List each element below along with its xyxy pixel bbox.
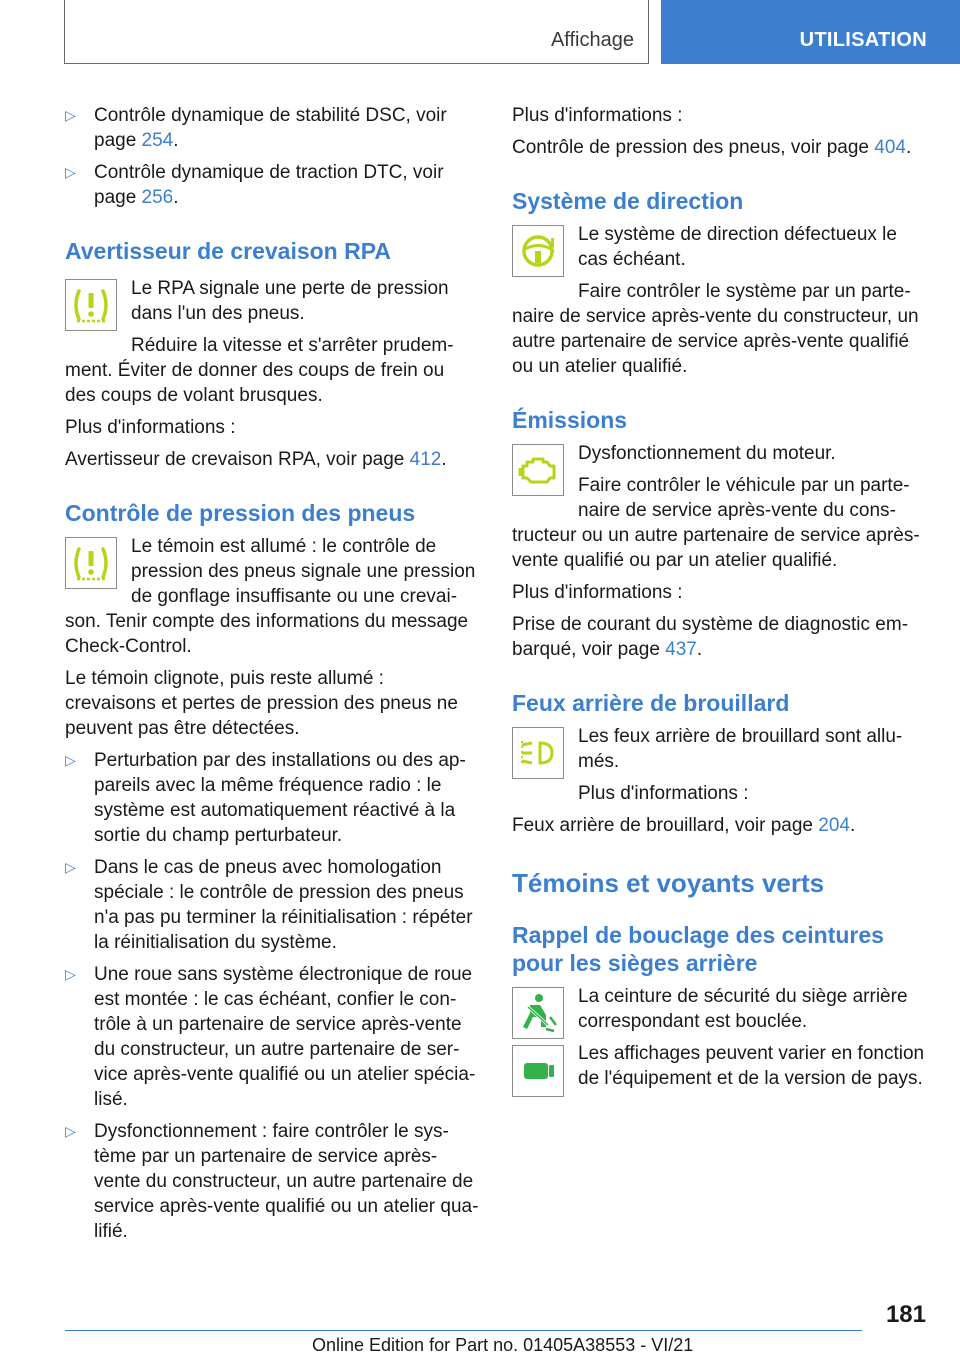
paragraph: Plus d'informations : <box>512 582 683 603</box>
section-title-rpa: Avertisseur de crevaison RPA <box>65 238 391 264</box>
section-title-seatbelt: Rappel de bouclage des ceintures pour les sièges arrière <box>512 922 884 976</box>
section-title-rear-fog: Feux arrière de brouillard <box>512 690 790 716</box>
bullet-triangle-icon: ▷ <box>65 859 76 875</box>
section-title-green-lights: Témoins et voyants verts <box>512 868 825 898</box>
list-item: ▷ Dans le cas de pneus avec homologation spéciale : le contrôle de pression des pneus n'a pas pu terminer la réinitialisation : répéter la réinitialisation du système. <box>65 857 473 953</box>
header-section-tab <box>64 0 649 64</box>
paragraph: Prise de courant du système de diagnostic embarqué, voir page 437. <box>512 614 909 660</box>
page-link[interactable]: 204 <box>818 815 850 836</box>
paragraph: Contrôle de pression des pneus, voir page 404. <box>512 137 912 158</box>
list-item: ▷ Contrôle dynamique de stabilité DSC, voir page 254. <box>65 105 447 151</box>
paragraph: Faire contrôler le véhicule par un partenaire de service après-vente du constructeur ou un autre partenaire de service après-vente qualifié ou par un atelier qualifié. <box>512 475 920 571</box>
paragraph: Le RPA signale une perte de pression dans l'un des pneus. <box>131 278 449 324</box>
paragraph: Le témoin clignote, puis reste allumé : crevaisons et pertes de pression des pneus ne peuvent pas être détectées. <box>65 668 458 739</box>
footer-divider <box>65 1330 862 1331</box>
page-number: 181 <box>885 1301 926 1328</box>
paragraph: Plus d'informations : <box>65 417 236 438</box>
tire-pressure-icon <box>65 537 117 589</box>
header-section-label: Affichage <box>550 29 634 51</box>
list-item: ▷ Dysfonctionnement : faire contrôler le système par un partenaire de service après-vente du constructeur, un autre partenaire de service après-vente qualifié ou un atelier qualifié. <box>65 1121 479 1242</box>
paragraph: Dysfonctionnement du moteur. <box>578 443 836 464</box>
paragraph: Le témoin est allumé : le contrôle de pression des pneus signale une pression de gonflage insuffisante ou une crevaison. Tenir compte des informations du message Check-Control. <box>65 536 476 657</box>
bullet-triangle-icon: ▷ <box>65 1123 76 1139</box>
footer-edition: Online Edition for Part no. 01405A38553 - VI/21 <box>312 1335 694 1355</box>
section-title-steering: Système de direction <box>512 188 744 214</box>
tire-pressure-icon <box>65 279 117 331</box>
page-link[interactable]: 254 <box>141 130 174 151</box>
paragraph: Le système de direction défectueux le cas échéant. <box>578 224 897 270</box>
page-link[interactable]: 256 <box>141 187 174 208</box>
paragraph: Plus d'informations : <box>578 783 749 804</box>
rear-fog-light-icon <box>512 727 564 779</box>
page-link[interactable]: 404 <box>874 137 906 158</box>
paragraph: Faire contrôler le système par un partenaire de service après-vente du constructeur, un autre partenaire de service après-vente qualifié ou un atelier qualifié. <box>512 281 919 377</box>
paragraph: Plus d'informations : <box>512 105 683 126</box>
paragraph: Les feux arrière de brouillard sont allumés. <box>578 726 903 772</box>
header-chapter-tab <box>661 0 960 64</box>
bullet-triangle-icon: ▷ <box>65 752 76 768</box>
seatbelt-icon <box>512 987 564 1039</box>
seat-indicator-icon <box>512 1045 564 1097</box>
header-chapter-label: UTILISATION <box>799 29 927 51</box>
page-link[interactable]: 437 <box>665 639 697 660</box>
list-item: ▷ Perturbation par des installations ou des appareils avec la même fréquence radio : le système est automatiquement réactivé à la sortie du champ perturbateur. <box>65 750 466 846</box>
engine-icon <box>512 444 564 496</box>
paragraph: Réduire la vitesse et s'arrêter prudemment. Éviter de donner des coups de frein ou des coups de volant brusques. <box>65 335 454 406</box>
list-item: ▷ Contrôle dynamique de traction DTC, voir page 256. <box>65 162 444 208</box>
bullet-triangle-icon: ▷ <box>65 966 76 982</box>
section-title-emissions: Émissions <box>512 407 628 433</box>
paragraph: Les affichages peuvent varier en fonction de l'équipement et de la version de pays. <box>578 1043 925 1089</box>
bullet-triangle-icon: ▷ <box>65 164 76 180</box>
paragraph: Avertisseur de crevaison RPA, voir page 412. <box>65 449 447 470</box>
section-title-tire-pressure: Contrôle de pression des pneus <box>65 500 416 526</box>
page-link[interactable]: 412 <box>409 449 442 470</box>
list-item: ▷ Une roue sans système électronique de roue est montée : le cas échéant, confier le contrôle à un partenaire de service après-vente du constructeur, un autre partenaire de service après-vente qualifié ou un atelier spécialisé. <box>65 964 476 1110</box>
paragraph: Feux arrière de brouillard, voir page 204. <box>512 815 856 836</box>
left-column <box>65 103 480 1251</box>
steering-icon <box>512 225 564 277</box>
right-column <box>512 103 930 1098</box>
bullet-triangle-icon: ▷ <box>65 107 76 123</box>
paragraph: La ceinture de sécurité du siège arrière correspondant est bouclée. <box>578 986 908 1032</box>
